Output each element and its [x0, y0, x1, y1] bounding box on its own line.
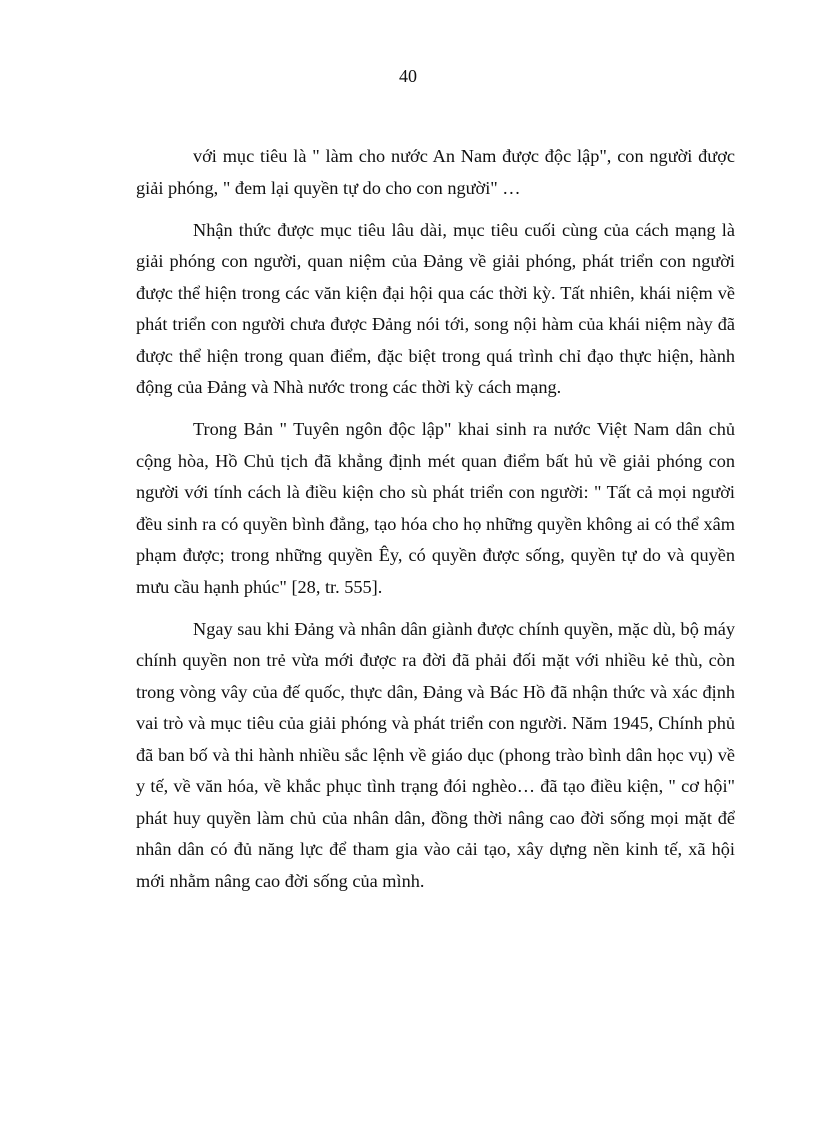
paragraph-4: Ngay sau khi Đảng và nhân dân giành được chính quyền, mặc dù, bộ máy chính quyền non trẻ vừa mới được ra đời đã phải đối mặt với nhiều kẻ thù, còn trong vòng vây của đế quốc, thực dân, Đảng và Bác Hồ đã nhận thức và xác định vai trò và mục tiêu của giải phóng và phát triển con người. Năm 1945, Chính phủ đã ban bố và thi hành nhiều sắc lệnh về giáo dục (phong trào bình dân học vụ) về y tế, về văn hóa, về khắc phục tình trạng đói nghèo… đã tạo điều kiện, " cơ hội" phát huy quyền làm chủ của nhân dân, đồng thời nâng cao đời sống mọi mặt để nhân dân có đủ năng lực để tham gia vào cải tạo, xây dựng nền kinh tế, xã hội mới nhằm nâng cao đời sống của mình. [136, 618, 735, 891]
body-text [136, 141, 735, 908]
paragraph-2: Nhận thức được mục tiêu lâu dài, mục tiêu cuối cùng của cách mạng là giải phóng con người, quan niệm của Đảng về giải phóng, phát triển con người được thể hiện trong các văn kiện đại hội qua các thời kỳ. Tất nhiên, khái niệm về phát triển con người chưa được Đảng nói tới, song nội hàm của khái niệm này đã được thể hiện trong quan điểm, đặc biệt trong quá trình chỉ đạo thực hiện, hành động của Đảng và Nhà nước trong các thời kỳ cách mạng. [136, 219, 735, 397]
paragraph-3: Trong Bản " Tuyên ngôn độc lập" khai sinh ra nước Việt Nam dân chủ cộng hòa, Hồ Chủ tịch đã khẳng định mét quan điểm bất hủ về giải phóng con người với tính cách là điều kiện cho sù phát triển con người: " Tất cả mọi người đều sinh ra có quyền bình đẳng, tạo hóa cho họ những quyền không ai có thể xâm phạm được; trong những quyền Êy, có quyền được sống, quyền tự do và quyền mưu cầu hạnh phúc" [28, tr. 555]. [136, 419, 735, 597]
page-number: 40 [399, 66, 417, 86]
paragraph-1: với mục tiêu là " làm cho nước An Nam được độc lập", con người được giải phóng, " đem lại quyền tự do cho con người" … [136, 146, 735, 198]
